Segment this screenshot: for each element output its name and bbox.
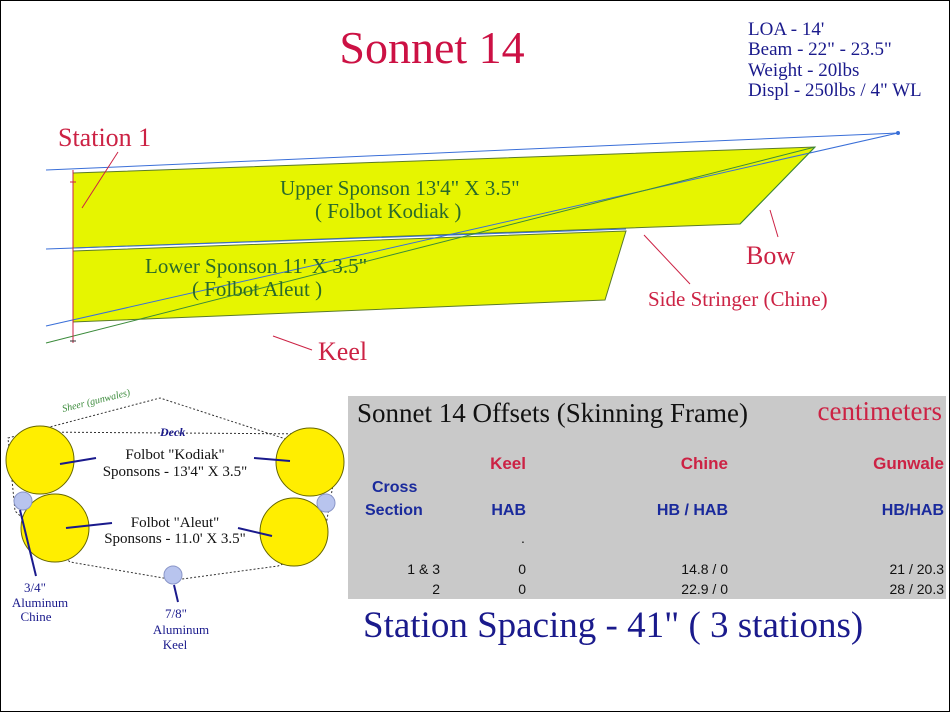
chine-label-2: Aluminum — [11, 595, 69, 610]
offsets-table — [348, 396, 946, 599]
kodiak-sponson-right — [276, 428, 344, 496]
spec-displacement: Displ - 250lbs / 4" WL — [748, 80, 922, 101]
cell-keel: 0 — [518, 581, 526, 597]
kodiak-label-1: Folbot "Kodiak" — [125, 447, 225, 463]
page-title: Sonnet 14 — [339, 22, 525, 73]
header-keel-hab: HAB — [491, 502, 526, 519]
header-keel: Keel — [490, 454, 526, 473]
station-label: Station 1 — [58, 123, 152, 152]
chine-tube-right — [317, 494, 335, 512]
chine-tube-left — [14, 492, 32, 510]
cell-keel: 0 — [518, 561, 526, 577]
header-chine-hb-hab: HB / HAB — [656, 502, 728, 519]
cell-gunwale: 21 / 20.3 — [889, 561, 944, 577]
aleut-sponson-right — [260, 498, 328, 566]
deck-label: Deck — [160, 425, 186, 439]
upper-sponson-label: Upper Sponson 13'4" X 3.5" — [280, 176, 520, 200]
header-gunwale-hb-hab: HB/HAB — [881, 502, 944, 519]
bow-label: Bow — [746, 241, 796, 270]
header-cross: Cross — [372, 479, 418, 496]
spec-beam: Beam - 22" - 23.5" — [748, 39, 892, 60]
specs-block — [748, 19, 922, 101]
side-stringer-leader — [644, 235, 690, 284]
header-section: Section — [365, 502, 423, 519]
keel-label: Keel — [318, 337, 368, 366]
sheer-label: Sheer (gunwales) — [61, 387, 132, 415]
cell-chine: 14.8 / 0 — [681, 561, 728, 577]
side-stringer-label: Side Stringer (Chine) — [648, 287, 828, 311]
bow-point — [896, 131, 900, 135]
kodiak-sponson-left — [6, 426, 74, 494]
keel-tube-label-3: Keel — [162, 637, 188, 652]
aleut-label-2: Sponsons - 11.0' X 3.5" — [104, 531, 246, 547]
bow-leader — [770, 210, 778, 237]
chine-label-1: 3/4" — [24, 580, 46, 595]
aleut-label-1: Folbot "Aleut" — [130, 515, 220, 531]
lower-sponson-sublabel: ( Folbot Aleut ) — [192, 277, 323, 301]
lower-sponson-label: Lower Sponson 11' X 3.5" — [145, 254, 368, 278]
offsets-units: centimeters — [817, 396, 942, 426]
header-chine: Chine — [680, 454, 728, 473]
cell-gunwale: 28 / 20.3 — [889, 581, 944, 597]
upper-sponson-sublabel: ( Folbot Kodiak ) — [315, 199, 462, 223]
header-gunwale: Gunwale — [873, 454, 944, 473]
cell-section: 1 & 3 — [407, 561, 440, 577]
chine-label-3: Chine — [20, 609, 52, 624]
cell-chine: 22.9 / 0 — [681, 581, 728, 597]
cross-section — [6, 387, 344, 652]
keel-tube-leader — [174, 585, 178, 602]
cell-section: 2 — [432, 581, 440, 597]
spec-loa: LOA - 14' — [748, 19, 825, 40]
station-spacing-note: Station Spacing - 41" ( 3 stations) — [363, 605, 864, 646]
keel-leader — [273, 336, 312, 350]
keel-tube-label-2: Aluminum — [152, 622, 210, 637]
keel-tube-label-1: 7/8" — [165, 606, 187, 621]
kodiak-label-2: Sponsons - 13'4" X 3.5" — [102, 464, 248, 480]
offsets-title: Sonnet 14 Offsets (Skinning Frame) — [357, 398, 748, 428]
table-dot: . — [521, 530, 525, 546]
keel-tube — [164, 566, 182, 584]
spec-weight: Weight - 20lbs — [748, 60, 860, 81]
